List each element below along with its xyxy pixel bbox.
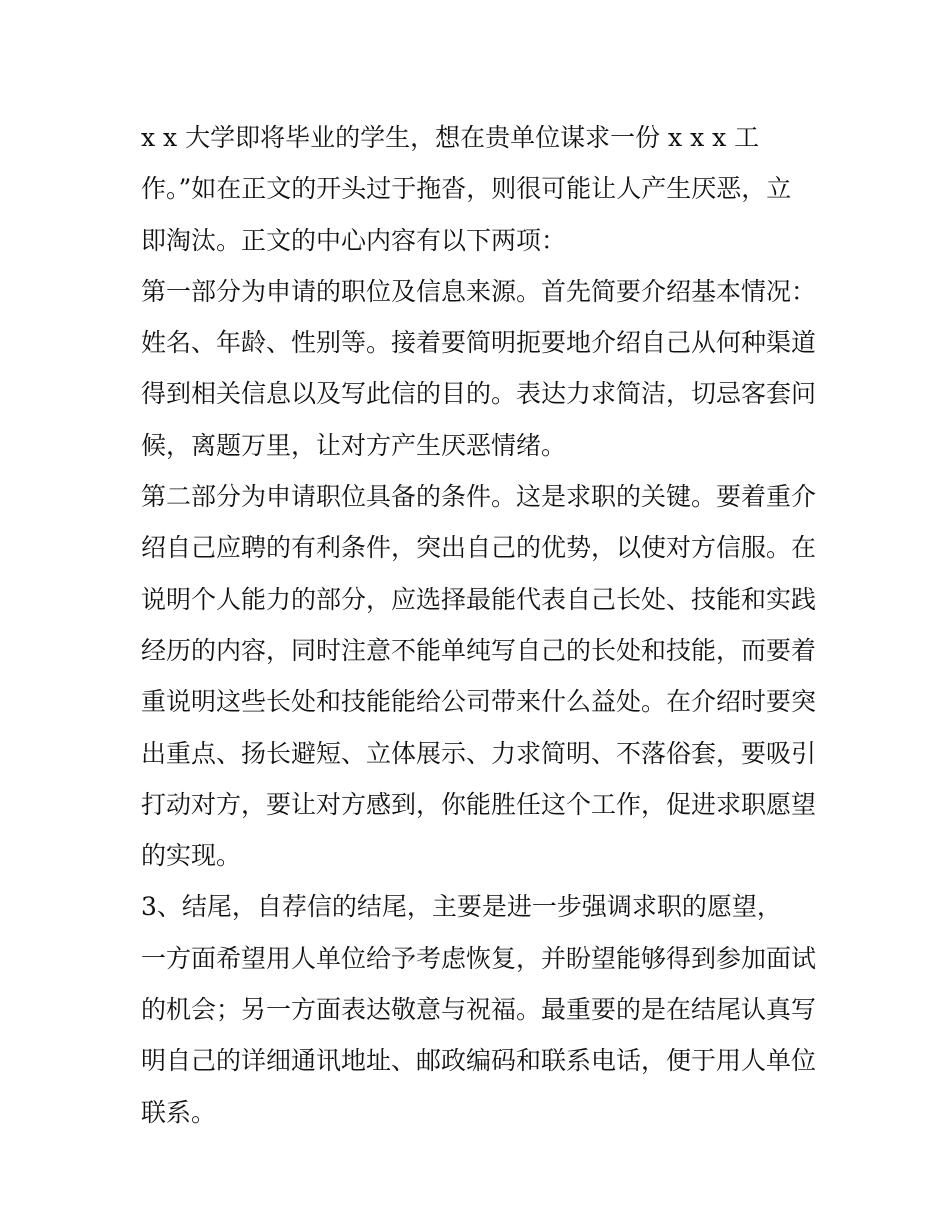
text-line: 重说明这些长处和技能能给公司带来什么益处。在介绍时要突 [141,687,817,717]
text-line: 说明个人能力的部分，应选择最能代表自己长处、技能和实践 [141,584,817,614]
text-line: x x 大学即将毕业的学生，想在贵单位谋求一份 x x x 工 [141,123,760,152]
text-line: 得到相关信息以及写此信的目的。表达力求简洁，切忌客套问 [141,379,817,409]
document-body [141,112,821,1138]
text-line: 第一部分为申请的职位及信息来源。首先简要介绍基本情况： [141,276,817,306]
text-line: 明自己的详细通讯地址、邮政编码和联系电话，便于用人单位 [141,1046,817,1076]
text-line: 3、结尾，自荐信的结尾，主要是进一步强调求职的愿望， [141,892,782,922]
text-line: 经历的内容，同时注意不能单纯写自己的长处和技能，而要着 [141,635,817,665]
text-line: 一方面希望用人单位给予考虑恢复，并盼望能够得到参加面试 [141,943,817,973]
text-line: 即淘汰。正文的中心内容有以下两项： [141,225,567,255]
text-line: 第二部分为申请职位具备的条件。这是求职的关键。要着重介 [141,482,817,512]
text-line: 打动对方，要让对方感到，你能胜任这个工作，促进求职愿望 [141,789,817,819]
text-line: 绍自己应聘的有利条件，突出自己的优势，以使对方信服。在 [141,533,817,563]
text-line: 姓名、年龄、性别等。接着要简明扼要地介绍自己从何种渠道 [141,328,817,358]
text-line: 作。”如在正文的开头过于拖沓，则很可能让人产生厌恶，立 [141,174,792,204]
text-line: 候，离题万里，让对方产生厌恶情绪。 [141,430,567,460]
text-line: 出重点、扬长避短、立体展示、力求简明、不落俗套，要吸引 [141,738,817,768]
text-line: 的实现。 [141,841,242,871]
text-line: 联系。 [141,1097,217,1127]
text-line: 的机会；另一方面表达敬意与祝福。最重要的是在结尾认真写 [141,995,817,1025]
